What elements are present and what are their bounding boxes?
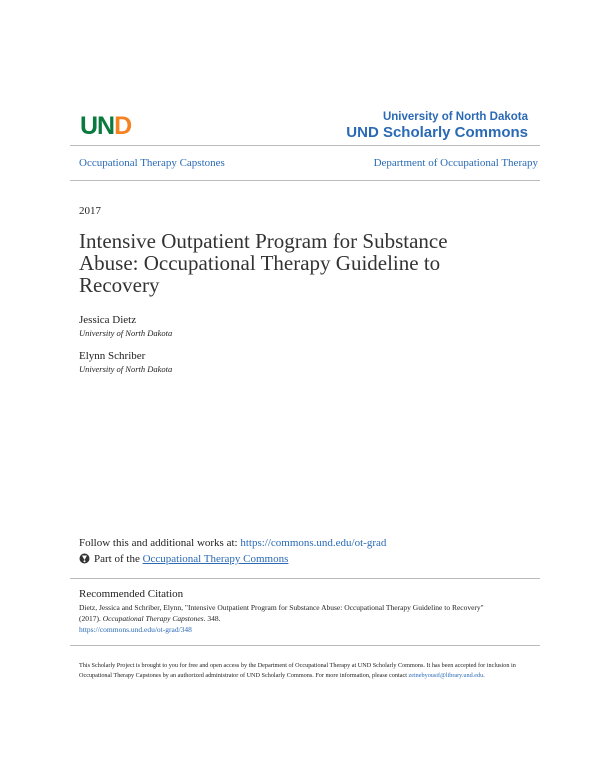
und-logo[interactable]	[80, 112, 131, 141]
scholarly-commons-title[interactable]: UND Scholarly Commons	[346, 124, 528, 141]
nav-divider	[70, 180, 540, 181]
part-of-prefix: Part of the	[94, 553, 143, 565]
author-name: Elynn Schriber	[79, 350, 146, 362]
commons-network-icon	[79, 553, 90, 567]
citation-divider	[70, 578, 540, 579]
department-link[interactable]: Department of Occupational Therapy	[373, 157, 538, 169]
citation-number: . 348.	[203, 614, 221, 623]
footer-body: This Scholarly Project is brought to you for free and open access by the Department of Occupational Therapy at UND Scholarly Commons. It has been accepted for inclusion in Occupational Therapy Capstones by an authorized administrator of UND Scholarly Commons. For more information, please contact	[79, 662, 516, 679]
citation-line1: Dietz, Jessica and Schriber, Elynn, "Intensive Outpatient Program for Substance Abuse: Occupational Therapy Guideline to Recovery"	[79, 603, 484, 612]
recommended-citation-heading: Recommended Citation	[79, 588, 184, 600]
follow-line	[79, 537, 386, 549]
logo-und-text: UN	[80, 112, 115, 140]
citation-text	[79, 602, 539, 635]
footer-text	[79, 661, 539, 681]
part-of-line	[79, 553, 288, 567]
occupational-therapy-capstones-link[interactable]: Occupational Therapy Capstones	[79, 157, 225, 169]
publication-year: 2017	[79, 205, 101, 217]
occupational-therapy-commons-link[interactable]: Occupational Therapy Commons	[142, 553, 289, 565]
university-name[interactable]: University of North Dakota	[382, 111, 528, 123]
citation-journal: Occupational Therapy Capstones	[102, 614, 204, 623]
follow-url-link[interactable]: https://commons.und.edu/ot-grad	[240, 537, 387, 549]
footer-end: .	[483, 672, 485, 679]
author-affiliation: University of North Dakota	[79, 328, 173, 338]
footer-divider	[70, 645, 540, 646]
document-title: Intensive Outpatient Program for Substance Abuse: Occupational Therapy Guideline to Recovery	[79, 229, 448, 297]
author-name: Jessica Dietz	[79, 314, 137, 326]
citation-year: (2017).	[79, 614, 103, 623]
citation-url-link[interactable]: https://commons.und.edu/ot-grad/348	[79, 625, 192, 634]
follow-prefix: Follow this and additional works at:	[79, 537, 241, 549]
header-divider	[70, 145, 540, 146]
contact-email-link[interactable]: zeinebyousif@library.und.edu	[408, 672, 484, 679]
author-affiliation: University of North Dakota	[79, 364, 173, 374]
logo-d-text: D	[114, 112, 132, 140]
